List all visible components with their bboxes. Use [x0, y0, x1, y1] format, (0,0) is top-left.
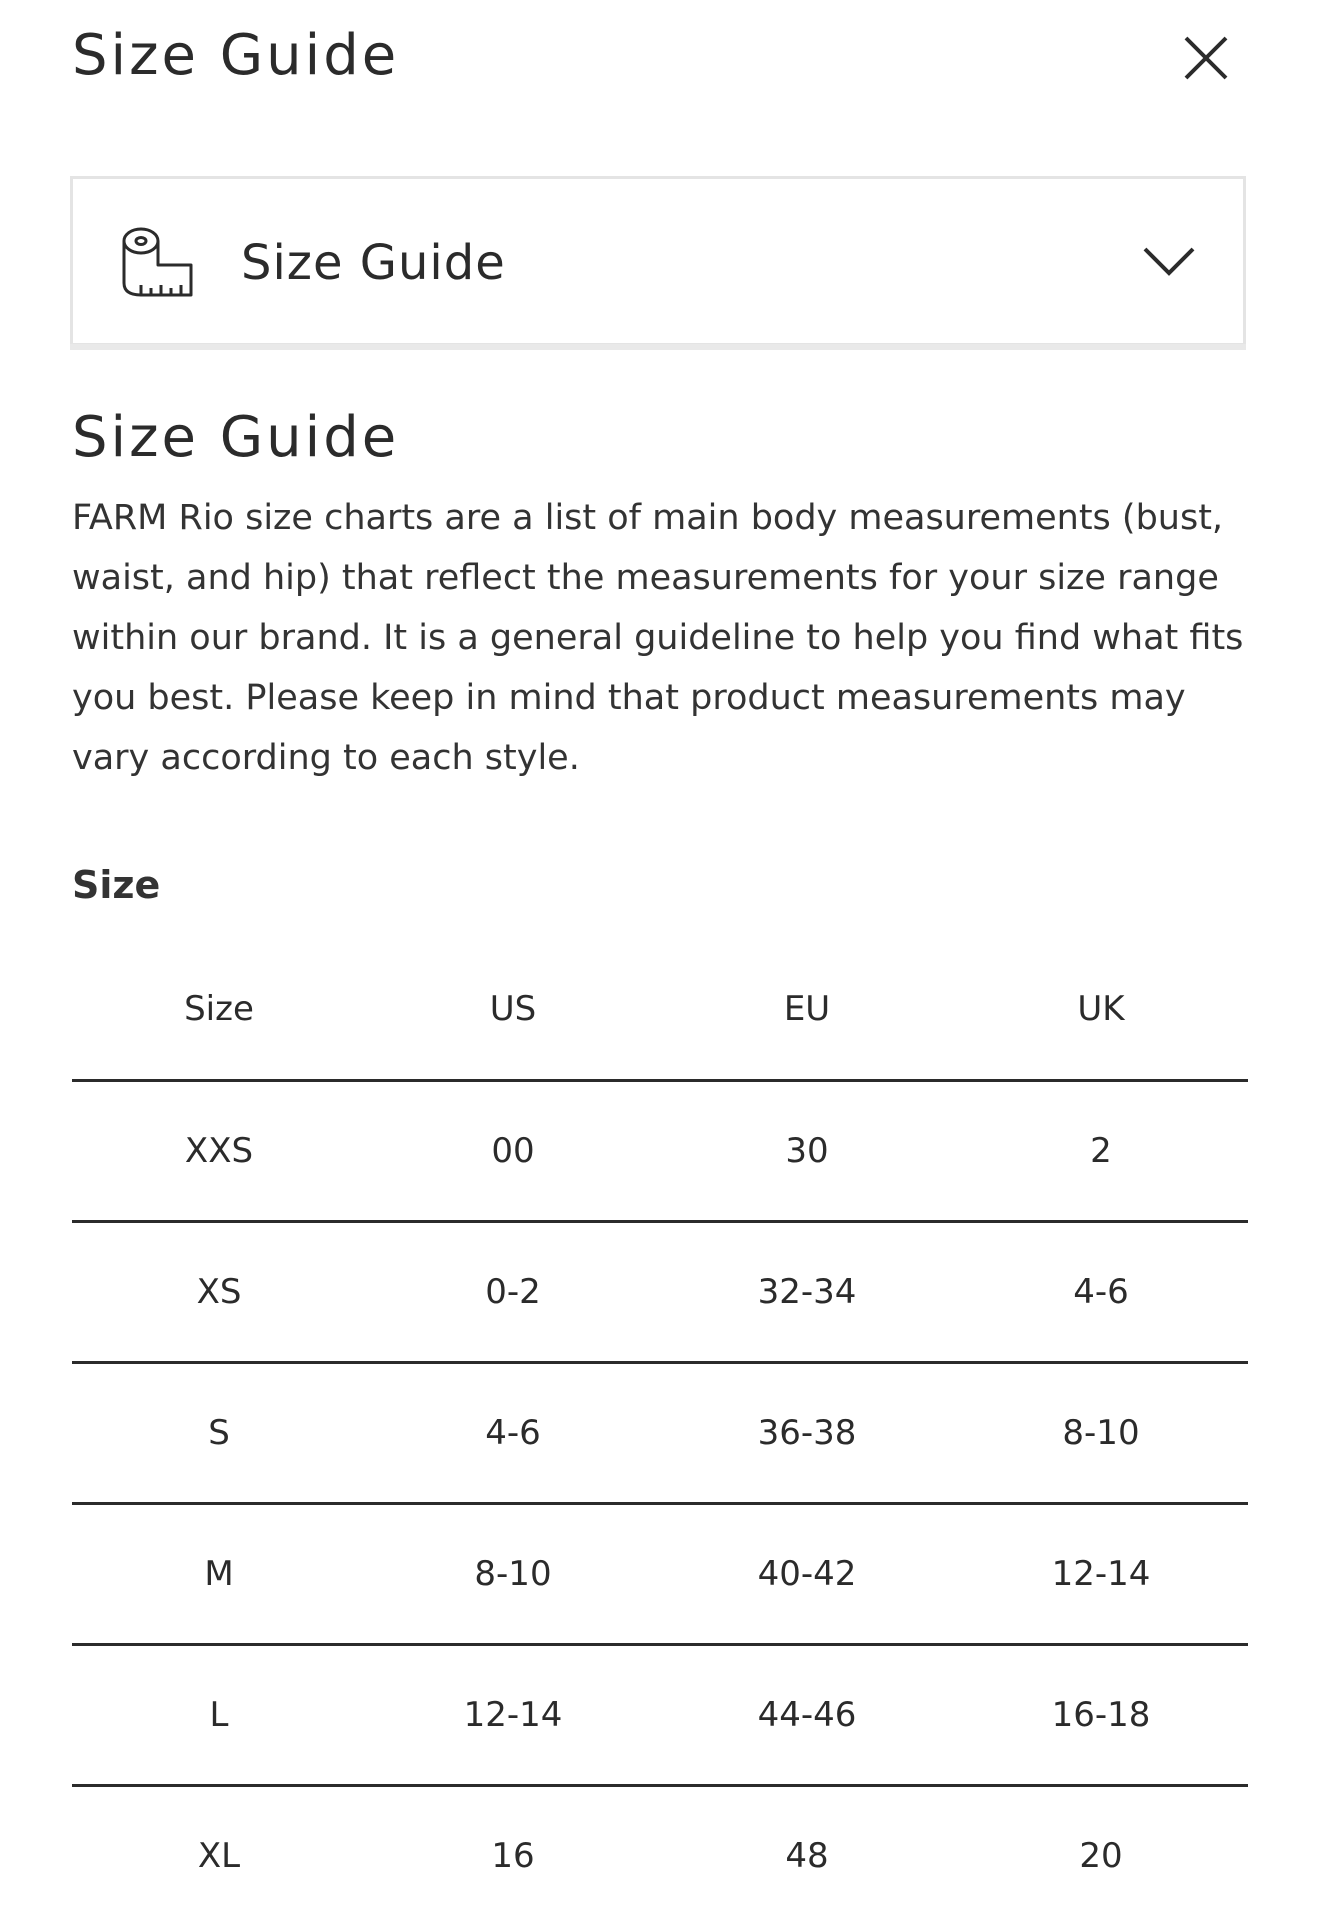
cell-us: 4-6 — [366, 1362, 660, 1503]
header-us: US — [366, 940, 660, 1080]
cell-size: XXS — [72, 1080, 366, 1221]
cell-uk: 20 — [1079, 1836, 1123, 1877]
close-icon[interactable] — [1176, 28, 1236, 88]
table-label: Size — [72, 863, 161, 907]
cell-size: XL — [197, 1836, 241, 1877]
header-size: Size — [72, 940, 366, 1080]
close-button[interactable] — [1176, 28, 1236, 88]
size-table — [72, 940, 1248, 1926]
table-row — [72, 1644, 1248, 1785]
cell-eu: 32-34 — [660, 1221, 954, 1362]
size-guide-accordion[interactable] — [70, 176, 1246, 346]
cell-us: 16 — [491, 1836, 535, 1877]
cell-size: L — [72, 1644, 366, 1785]
section-title: Size Guide — [72, 405, 400, 470]
cell-size: XS — [72, 1221, 366, 1362]
header-uk: UK — [954, 940, 1248, 1080]
cell-uk: 16-18 — [954, 1644, 1248, 1785]
chevron-down-icon[interactable] — [1141, 239, 1197, 279]
cell-us: 12-14 — [366, 1644, 660, 1785]
size-guide-description: FARM Rio size charts are a list of main body measurements (bust, waist, and hip) that reflect the measurements for your size range within our brand. It is a general guideline to help you find what fits you best. Please keep in mind that product measurements may vary according to each style. — [72, 498, 1244, 778]
cell-size: S — [72, 1362, 366, 1503]
measuring-tape-icon — [119, 225, 197, 301]
cell-us: 8-10 — [366, 1503, 660, 1644]
table-header-row — [72, 940, 1248, 1080]
cell-uk: 2 — [954, 1080, 1248, 1221]
table-row — [72, 1362, 1248, 1503]
cell-eu: 36-38 — [660, 1362, 954, 1503]
modal-title: Size Guide — [72, 23, 400, 88]
accordion-label: Size Guide — [241, 235, 506, 291]
cell-us: 00 — [366, 1080, 660, 1221]
accordion-divider — [70, 344, 1246, 350]
cell-uk: 12-14 — [954, 1503, 1248, 1644]
table-row — [72, 1785, 1248, 1926]
table-row — [72, 1221, 1248, 1362]
cell-us: 0-2 — [366, 1221, 660, 1362]
cell-uk: 4-6 — [954, 1221, 1248, 1362]
cell-eu: 30 — [660, 1080, 954, 1221]
table-row — [72, 1503, 1248, 1644]
table-row — [72, 1080, 1248, 1221]
cell-eu: 44-46 — [660, 1644, 954, 1785]
cell-uk: 8-10 — [954, 1362, 1248, 1503]
header-eu: EU — [660, 940, 954, 1080]
cell-size: M — [72, 1503, 366, 1644]
cell-eu: 48 — [785, 1836, 829, 1877]
cell-eu: 40-42 — [660, 1503, 954, 1644]
